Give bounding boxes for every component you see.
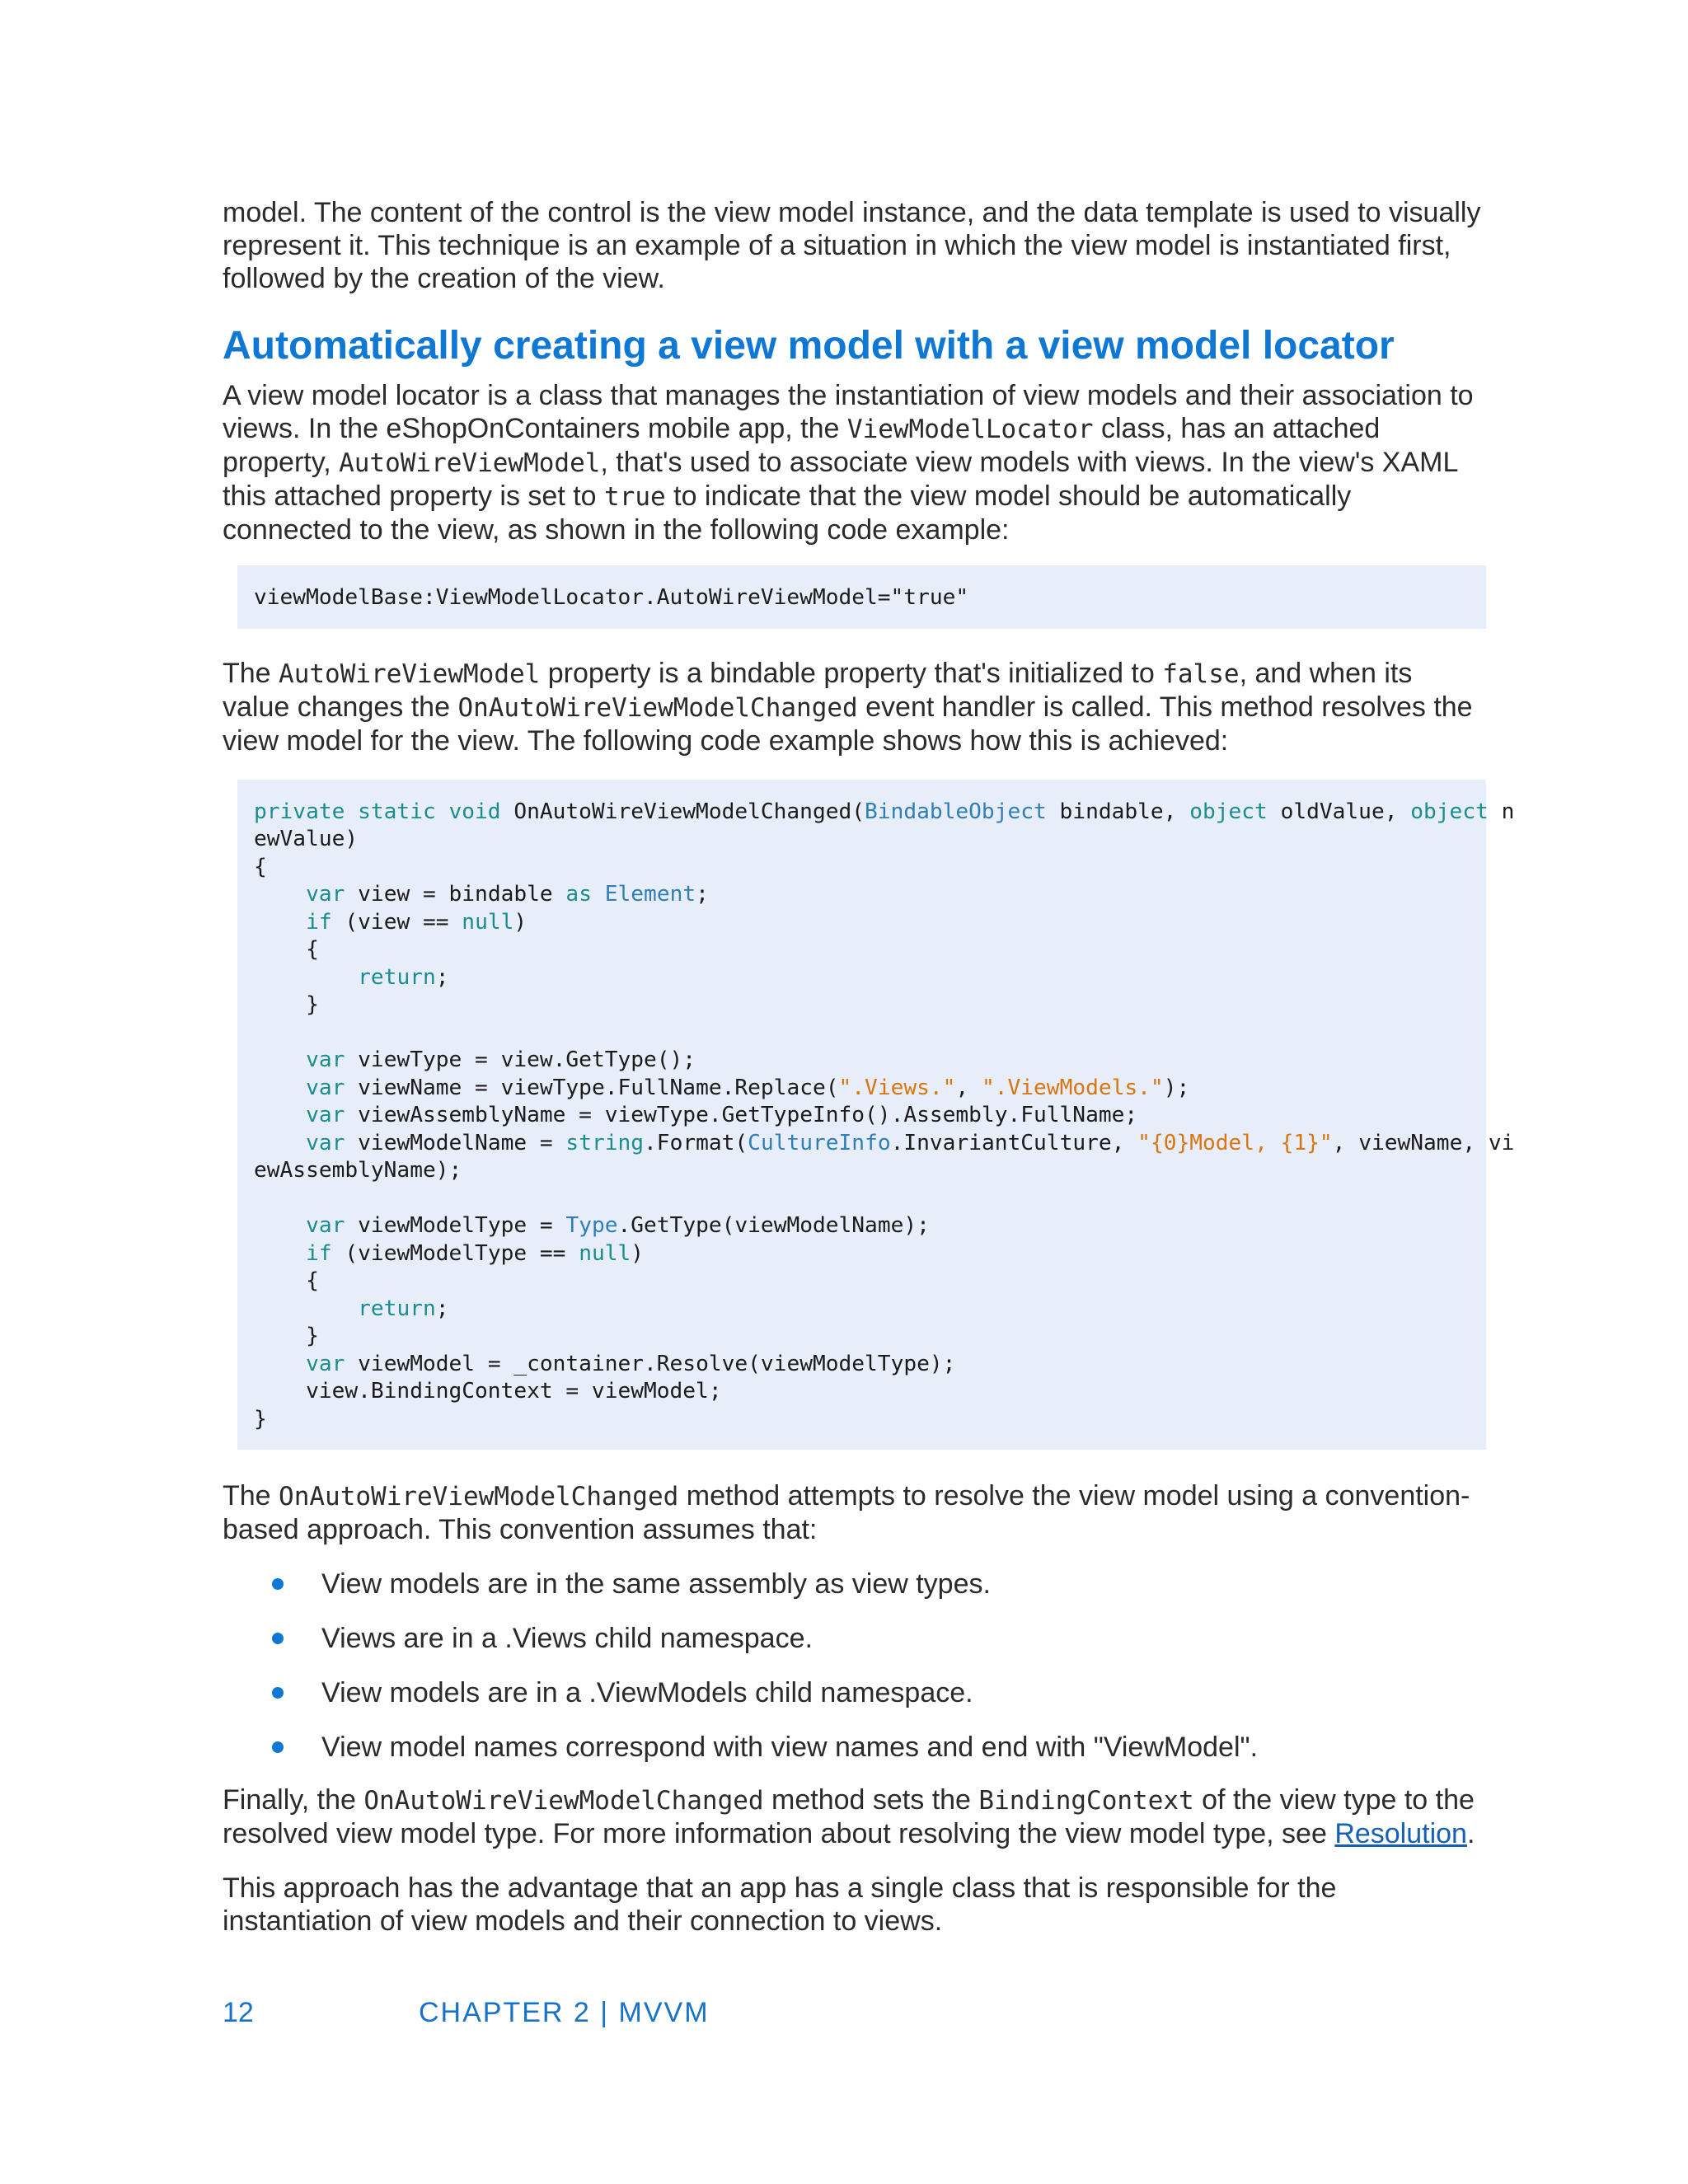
bullet-icon bbox=[272, 1687, 284, 1699]
code-token-kw: var bbox=[306, 1213, 345, 1238]
code-text: view = bindable bbox=[345, 882, 566, 907]
text-run: Finally, the bbox=[223, 1784, 364, 1816]
code-text bbox=[254, 1103, 306, 1127]
text-run: method attempts to resolve the view model using a convention-based approach. This convention assumes that: bbox=[223, 1480, 1470, 1545]
code-text bbox=[254, 882, 306, 907]
text-run: . bbox=[1466, 1818, 1475, 1849]
xaml-code-block bbox=[237, 565, 1486, 629]
inline-code: OnAutoWireViewModelChanged bbox=[279, 1482, 679, 1511]
code-text: .InvariantCulture, bbox=[890, 1130, 1138, 1155]
page-number: 12 bbox=[223, 1997, 254, 2028]
inline-code: OnAutoWireViewModelChanged bbox=[363, 1786, 764, 1816]
section-heading: Automatically creating a view model with a view model locator bbox=[223, 324, 1395, 368]
code-text: viewModelName = bbox=[345, 1130, 566, 1155]
text-run: event handler is called. This method resolves the view model for the view. The following code example shows how this is achieved: bbox=[223, 691, 1473, 757]
code-token-kw: var bbox=[306, 1075, 345, 1100]
code-token-str: "{0}Model, {1}" bbox=[1137, 1130, 1333, 1155]
code-text bbox=[254, 1076, 306, 1100]
code-text bbox=[254, 1241, 306, 1266]
code-token-kw: as bbox=[565, 882, 592, 907]
text-run: A view model locator is a class that manages the instantiation of view models and their association to views. In the eShopOnContainers mobile app, the bbox=[223, 380, 1474, 444]
code-token-str: ".ViewModels." bbox=[981, 1075, 1164, 1100]
code-token-str: ".Views." bbox=[838, 1075, 956, 1100]
code-token-type: CultureInfo bbox=[748, 1130, 891, 1155]
csharp-code-text bbox=[254, 799, 1515, 1434]
inline-code: ViewModelLocator bbox=[846, 415, 1094, 444]
inline-code: false bbox=[1162, 658, 1240, 689]
list-item-text: View models are in a .ViewModels child namespace. bbox=[321, 1677, 973, 1708]
code-text: ) bbox=[513, 909, 528, 935]
code-text: { bbox=[254, 1268, 319, 1293]
xaml-code-text: viewModelBase:ViewModelLocator.AutoWireViewModel="true" bbox=[254, 585, 969, 610]
convention-list bbox=[223, 1568, 1484, 1764]
code-text: } bbox=[254, 1324, 319, 1348]
bullet-icon bbox=[272, 1633, 284, 1644]
list-item bbox=[223, 1676, 1484, 1709]
code-text: ewAssemblyName); bbox=[254, 1158, 462, 1183]
code-text: ) bbox=[631, 1240, 645, 1266]
code-text: .GetType(viewModelName); bbox=[617, 1213, 930, 1238]
code-text: bindable, bbox=[1046, 799, 1190, 824]
code-token-kw: private static void bbox=[254, 799, 501, 824]
code-text: OnAutoWireViewModelChanged( bbox=[500, 799, 865, 824]
code-token-kw: return bbox=[358, 1296, 436, 1321]
code-text: ; bbox=[435, 964, 449, 990]
code-text: (viewModelType == bbox=[331, 1240, 579, 1266]
csharp-code-block bbox=[237, 780, 1515, 1451]
bullet-icon bbox=[272, 1578, 284, 1590]
code-text: , viewName, vi bbox=[1332, 1130, 1515, 1155]
code-text: { bbox=[254, 937, 319, 962]
code-text bbox=[592, 882, 605, 907]
code-token-kw: if bbox=[306, 1240, 332, 1266]
code-token-kw: null bbox=[579, 1240, 631, 1266]
convention-paragraph bbox=[223, 1479, 1484, 1546]
text-run: The bbox=[223, 1480, 279, 1511]
code-text: viewModel = _container.Resolve(viewModelType); bbox=[345, 1351, 956, 1376]
code-text: } bbox=[254, 992, 319, 1017]
list-item-text: View models are in the same assembly as view types. bbox=[321, 1568, 991, 1600]
advantage-paragraph: This approach has the advantage that an app has a single class that is responsible for the instantiation of view models and their connection to views. bbox=[223, 1872, 1337, 1937]
inline-code: AutoWireViewModel bbox=[339, 448, 601, 478]
inline-code: BindingContext bbox=[978, 1786, 1194, 1816]
code-text bbox=[254, 910, 306, 935]
chapter-label: CHAPTER 2 | MVVM bbox=[419, 1997, 710, 2028]
inline-code: true bbox=[604, 482, 666, 512]
code-token-type: Element bbox=[604, 882, 696, 907]
text-run: The bbox=[223, 657, 279, 689]
code-text: ); bbox=[1163, 1075, 1190, 1100]
code-text: viewModelType = bbox=[345, 1213, 566, 1238]
locator-intro-paragraph bbox=[223, 379, 1484, 546]
text-run: to indicate that the view model should be automatically connected to the view, as shown in the following code example: bbox=[223, 480, 1352, 546]
code-text: ; bbox=[435, 1296, 449, 1321]
code-text: (view == bbox=[331, 909, 462, 935]
text-run: method sets the bbox=[763, 1784, 979, 1816]
code-text: viewType = view.GetType(); bbox=[345, 1047, 696, 1072]
code-text bbox=[254, 965, 358, 990]
resolution-link[interactable]: Resolution bbox=[1334, 1818, 1467, 1849]
code-text: ewValue) bbox=[254, 827, 359, 851]
list-item-text: Views are in a .Views child namespace. bbox=[321, 1623, 813, 1654]
code-text: ; bbox=[696, 882, 709, 907]
text-run: of the view type to the resolved view model type. For more information about resolving the view model type, see bbox=[223, 1784, 1475, 1849]
code-text: .Format( bbox=[644, 1130, 748, 1155]
code-text bbox=[254, 1296, 358, 1321]
code-token-kw: var bbox=[306, 1103, 345, 1127]
text-run: , that's used to associate view models with views. In the view's XAML this attached property is set to bbox=[223, 447, 1458, 512]
text-run: class, has an attached property, bbox=[223, 413, 1381, 478]
code-token-kw: var bbox=[306, 1351, 345, 1376]
code-text: , bbox=[955, 1075, 982, 1100]
text-run: property is a bindable property that's initialized to bbox=[540, 657, 1163, 689]
list-item bbox=[223, 1622, 1484, 1655]
inline-code: OnAutoWireViewModelChanged bbox=[457, 692, 858, 723]
code-token-kw: object bbox=[1189, 799, 1268, 824]
code-text bbox=[254, 1131, 306, 1155]
code-text: viewName = viewType.FullName.Replace( bbox=[345, 1075, 839, 1100]
code-token-kw: return bbox=[358, 964, 436, 990]
document-page bbox=[223, 196, 1515, 1938]
code-token-kw: object bbox=[1410, 799, 1489, 824]
code-token-type: Type bbox=[565, 1213, 618, 1238]
inline-code: AutoWireViewModel bbox=[279, 658, 541, 689]
code-token-kw: null bbox=[462, 909, 514, 935]
bullet-icon bbox=[272, 1741, 284, 1753]
code-token-kw: var bbox=[306, 1047, 345, 1072]
list-item bbox=[223, 1731, 1484, 1764]
code-text bbox=[254, 1047, 306, 1072]
code-text: } bbox=[254, 1406, 267, 1432]
binding-context-paragraph bbox=[223, 1783, 1484, 1850]
code-token-kw: string bbox=[565, 1130, 645, 1155]
code-token-kw: if bbox=[306, 909, 332, 935]
intro-paragraph: model. The content of the control is the view model instance, and the data template is used to visually represent it. This technique is an example of a situation in which the view model is instantiated first, followed by the creation of the view. bbox=[223, 197, 1481, 294]
code-text: viewAssemblyName = viewType.GetTypeInfo().Assembly.FullName; bbox=[345, 1103, 1138, 1127]
list-item-text: View model names correspond with view names and end with "ViewModel". bbox=[321, 1732, 1259, 1763]
code-text bbox=[254, 1213, 306, 1238]
code-text: view.BindingContext = viewModel; bbox=[254, 1379, 722, 1404]
code-token-kw: var bbox=[306, 1130, 345, 1155]
code-text: n bbox=[1488, 799, 1515, 824]
code-text bbox=[254, 1352, 306, 1376]
text-run: , and when its value changes the bbox=[223, 657, 1413, 723]
list-item bbox=[223, 1568, 1484, 1601]
bindable-property-paragraph bbox=[223, 657, 1484, 757]
code-token-kw: var bbox=[306, 882, 345, 907]
code-text: oldValue, bbox=[1267, 799, 1411, 824]
code-token-type: BindableObject bbox=[865, 799, 1047, 824]
code-text: { bbox=[254, 854, 267, 879]
